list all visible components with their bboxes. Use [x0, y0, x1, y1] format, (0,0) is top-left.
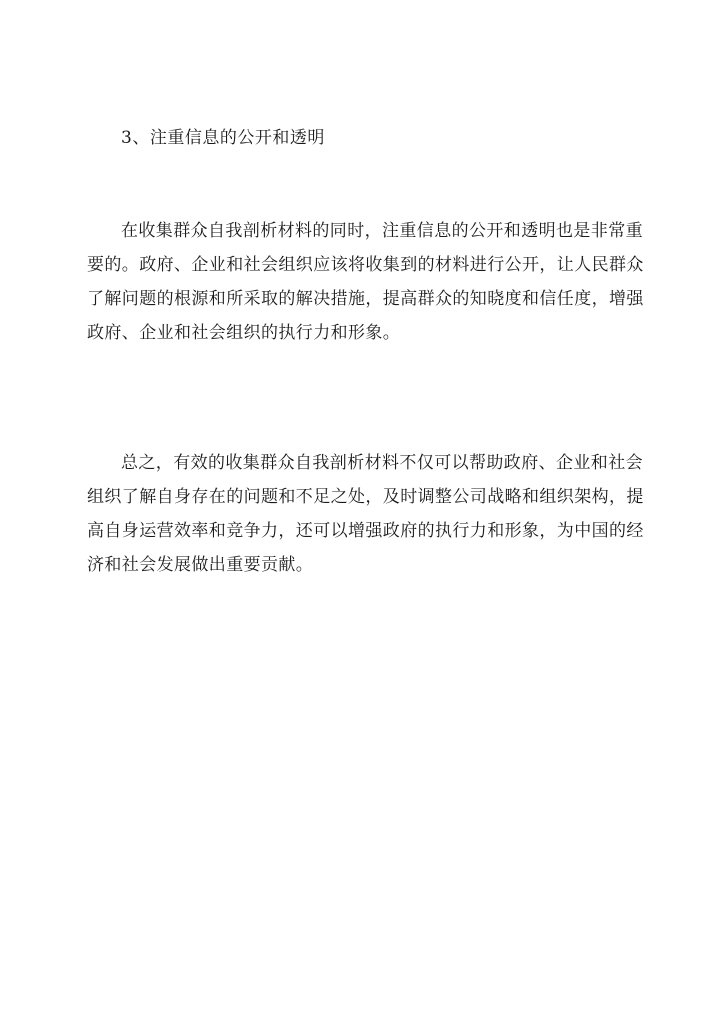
paragraph-line: 组织了解自身存在的问题和不足之处，及时调整公司战略和组织架构，提 — [87, 487, 644, 507]
paragraph-line: 要的。政府、企业和社会组织应该将收集到的材料进行公开，让人民群众 — [87, 255, 644, 275]
paragraph-line: 政府、企业和社会组织的执行力和形象。 — [87, 323, 401, 343]
section-heading: 3、注重信息的公开和透明 — [121, 128, 325, 148]
paragraph-line: 济和社会发展做出重要贡献。 — [87, 555, 314, 575]
paragraph-transparency — [87, 214, 644, 350]
paragraph-conclusion — [87, 446, 644, 582]
paragraph-line: 了解问题的根源和所采取的解决措施，提高群众的知晓度和信任度，增强 — [87, 289, 644, 309]
paragraph-line: 高自身运营效率和竞争力，还可以增强政府的执行力和形象，为中国的经 — [87, 521, 644, 541]
paragraph-line: 在收集群众自我剖析材料的同时，注重信息的公开和透明也是非常重 — [121, 221, 643, 241]
paragraph-line: 总之，有效的收集群众自我剖析材料不仅可以帮助政府、企业和社会 — [121, 453, 643, 473]
